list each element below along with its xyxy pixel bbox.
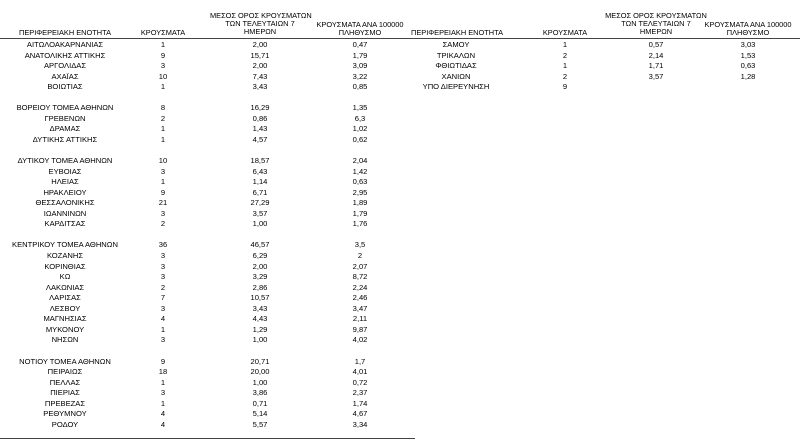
table-row	[0, 198, 415, 209]
cell-cases: 18	[158, 367, 168, 377]
cell-avg: 0,71	[252, 398, 268, 408]
cell-per: 4,67	[352, 409, 368, 419]
cell-avg: 46,57	[250, 240, 270, 250]
cell-cases: 9	[160, 356, 166, 366]
cell-per: 3,09	[352, 61, 368, 71]
table-row	[0, 304, 415, 315]
cell-per: 3,34	[352, 419, 368, 429]
cell-region: ΘΕΣΣΑΛΟΝΙΚΗΣ	[35, 198, 95, 208]
cell-region: ΑΙΤΩΛΟΑΚΑΡΝΑΝΙΑΣ	[26, 40, 104, 49]
cell-region: ΓΡΕΒΕΝΩΝ	[44, 113, 86, 123]
cell-region: ΣΑΜΟΥ	[442, 40, 470, 49]
table-row	[0, 357, 415, 368]
cell-cases: 4	[160, 314, 166, 324]
cell-cases: 4	[160, 409, 166, 419]
cell-avg: 3,86	[252, 388, 268, 398]
cell-per: 3,22	[352, 71, 368, 81]
cell-per: 6,3	[354, 113, 366, 123]
cell-per: 3,03	[740, 40, 756, 49]
table-row-spacer	[0, 346, 415, 357]
table-row	[0, 272, 415, 283]
cell-avg: 6,71	[252, 187, 268, 197]
cell-cases: 1	[160, 377, 166, 387]
cell-per: 2,11	[352, 314, 368, 324]
cell-per: 0,63	[740, 61, 756, 71]
header-divider	[0, 38, 415, 39]
table-row	[0, 367, 415, 378]
cell-region: ΚΑΡΔΙΤΣΑΣ	[44, 219, 86, 229]
header-cases: ΚΡΟΥΣΜΑΤΑ	[542, 28, 588, 37]
cell-per: 2	[357, 251, 363, 260]
cell-cases: 3	[160, 303, 166, 313]
cell-region: ΛΑΡΙΣΑΣ	[49, 293, 81, 303]
table-row	[0, 325, 415, 336]
cell-cases: 21	[158, 198, 168, 208]
table-row	[0, 167, 415, 178]
cell-per: 8,72	[352, 272, 368, 282]
cell-region: ΤΡΙΚΑΛΩΝ	[436, 50, 476, 60]
cell-per: 2,46	[352, 293, 368, 303]
table-row	[0, 283, 415, 294]
cell-cases: 1	[562, 61, 568, 71]
cell-cases: 4	[160, 419, 166, 429]
cell-region: ΠΡΕΒΕΖΑΣ	[44, 398, 86, 408]
cell-region: ΑΡΓΟΛΙΔΑΣ	[43, 61, 87, 71]
cell-cases: 1	[160, 124, 166, 134]
header-avg-7days: ΜΕΣΟΣ ΟΡΟΣ ΚΡΟΥΣΜΑΤΩΝ ΤΩΝ ΤΕΛΕΥΤΑΙΩΝ 7 ΗΜΕΡΩΝ	[605, 11, 707, 37]
cell-cases: 1	[160, 324, 166, 334]
cell-region: ΑΧΑΪΑΣ	[51, 71, 79, 81]
cell-avg: 6,29	[252, 251, 268, 260]
cell-per: 1,42	[352, 166, 368, 176]
cell-cases: 3	[160, 166, 166, 176]
cell-per: 1,76	[352, 219, 368, 229]
cell-cases: 1	[160, 398, 166, 408]
cell-region: ΜΑΓΝΗΣΙΑΣ	[43, 314, 87, 324]
cell-avg: 1,00	[252, 377, 268, 387]
cell-avg: 1,29	[252, 324, 268, 334]
cell-region: ΧΑΝΙΩΝ	[441, 71, 471, 81]
cell-per: 0,47	[352, 40, 368, 49]
cell-per: 1,35	[352, 103, 368, 113]
table-row	[411, 51, 800, 62]
cell-cases: 2	[160, 113, 166, 123]
cell-per: 1,79	[352, 208, 368, 218]
cell-cases: 10	[158, 156, 168, 166]
cell-per: 2,07	[352, 261, 368, 271]
table-row	[0, 209, 415, 220]
cell-avg: 2,00	[252, 261, 268, 271]
cell-per: 0,63	[352, 177, 368, 187]
cell-avg: 16,29	[250, 103, 270, 113]
table-row	[0, 388, 415, 399]
table-row	[0, 251, 415, 262]
cell-cases: 9	[160, 50, 166, 60]
cell-cases: 2	[562, 50, 568, 60]
table-row	[0, 40, 415, 51]
cell-per: 2,95	[352, 187, 368, 197]
cell-avg: 1,14	[252, 177, 268, 187]
cell-region: ΑΝΑΤΟΛΙΚΗΣ ΑΤΤΙΚΗΣ	[24, 50, 106, 60]
cell-cases: 1	[160, 40, 166, 49]
cell-cases: 3	[160, 251, 166, 260]
table-row	[0, 61, 415, 72]
cell-avg: 1,00	[252, 335, 268, 345]
cell-avg: 10,57	[250, 293, 270, 303]
cell-cases: 3	[160, 335, 166, 345]
table-row	[411, 82, 800, 93]
cell-avg: 5,57	[252, 419, 268, 429]
table-row	[0, 177, 415, 188]
cell-cases: 2	[160, 282, 166, 292]
cell-avg: 20,00	[250, 367, 270, 377]
cell-per: 1,28	[740, 71, 756, 81]
cell-region: ΒΟΙΩΤΙΑΣ	[47, 82, 83, 92]
cell-per: 3,5	[354, 240, 366, 250]
cell-avg: 0,86	[252, 113, 268, 123]
cell-cases: 2	[160, 219, 166, 229]
cell-avg: 2,86	[252, 282, 268, 292]
cell-cases: 3	[160, 208, 166, 218]
table-row	[0, 114, 415, 125]
cell-per: 0,62	[352, 134, 368, 144]
cell-region: ΔΥΤΙΚΗΣ ΑΤΤΙΚΗΣ	[32, 134, 98, 144]
cell-per: 4,02	[352, 335, 368, 345]
cell-cases: 3	[160, 272, 166, 282]
cell-per: 0,72	[352, 377, 368, 387]
cell-region: ΗΛΕΙΑΣ	[51, 177, 79, 187]
cell-avg: 2,00	[252, 40, 268, 49]
cell-cases: 8	[160, 103, 166, 113]
cell-avg: 1,00	[252, 219, 268, 229]
cell-region: ΛΑΚΩΝΙΑΣ	[45, 282, 85, 292]
header-avg-7days: ΜΕΣΟΣ ΟΡΟΣ ΚΡΟΥΣΜΑΤΩΝ ΤΩΝ ΤΕΛΕΥΤΑΙΩΝ 7 ΗΜΕΡΩΝ	[210, 11, 312, 37]
header-region: ΠΕΡΙΦΕΡΕΙΑΚΗ ΕΝΟΤΗΤΑ	[411, 28, 503, 37]
cell-region: ΚΩ	[59, 272, 71, 282]
table-row	[0, 135, 415, 146]
cell-avg: 1,71	[648, 61, 664, 71]
cell-avg: 4,57	[252, 134, 268, 144]
header-per-100k: ΚΡΟΥΣΜΑΤΑ ΑΝΑ 100000 ΠΛΗΘΥΣΜΟ	[316, 20, 404, 38]
header-per-100k: ΚΡΟΥΣΜΑΤΑ ΑΝΑ 100000 ΠΛΗΘΥΣΜΟ	[704, 20, 792, 38]
bottom-divider	[0, 438, 415, 439]
right-table	[411, 0, 800, 442]
cell-avg: 3,29	[252, 272, 268, 282]
cell-cases: 3	[160, 388, 166, 398]
table-row	[411, 61, 800, 72]
table-row	[0, 335, 415, 346]
cell-avg: 3,43	[252, 82, 268, 92]
cell-avg: 7,43	[252, 71, 268, 81]
cell-region: ΚΟΖΑΝΗΣ	[46, 251, 84, 260]
cell-avg: 20,71	[250, 356, 270, 366]
cell-cases: 36	[158, 240, 168, 250]
cell-region: ΚΕΝΤΡΙΚΟΥ ΤΟΜΕΑ ΑΘΗΝΩΝ	[12, 240, 118, 250]
cell-per: 1,74	[352, 398, 368, 408]
table-row-spacer	[0, 230, 415, 241]
cell-avg: 2,14	[648, 50, 664, 60]
cell-region: ΛΕΣΒΟΥ	[49, 303, 81, 313]
header-cases: ΚΡΟΥΣΜΑΤΑ	[140, 28, 186, 37]
cell-region: ΠΕΛΛΑΣ	[49, 377, 81, 387]
cell-region: ΠΕΙΡΑΙΩΣ	[47, 367, 83, 377]
table-row-spacer	[0, 93, 415, 104]
cell-per: 1,89	[352, 198, 368, 208]
cell-region: ΒΟΡΕΙΟΥ ΤΟΜΕΑ ΑΘΗΝΩΝ	[16, 103, 114, 113]
cell-per: 0,85	[352, 82, 368, 92]
cell-per: 2,37	[352, 388, 368, 398]
header-region: ΠΕΡΙΦΕΡΕΙΑΚΗ ΕΝΟΤΗΤΑ	[19, 28, 111, 37]
cell-region: ΡΕΘΥΜΝΟΥ	[43, 409, 87, 419]
cell-per: 1,02	[352, 124, 368, 134]
cell-cases: 1	[160, 177, 166, 187]
cell-cases: 1	[562, 40, 568, 49]
cell-avg: 1,43	[252, 124, 268, 134]
table-row	[0, 378, 415, 389]
cell-avg: 3,57	[648, 71, 664, 81]
table-row	[0, 262, 415, 273]
cell-per: 1,7	[354, 356, 366, 366]
cell-region: ΠΙΕΡΙΑΣ	[50, 388, 80, 398]
cell-region: ΗΡΑΚΛΕΙΟΥ	[43, 187, 87, 197]
table-row	[0, 51, 415, 62]
cell-region: ΔΥΤΙΚΟΥ ΤΟΜΕΑ ΑΘΗΝΩΝ	[17, 156, 113, 166]
table-row-spacer	[0, 146, 415, 157]
cell-cases: 7	[160, 293, 166, 303]
cell-region: ΝΗΣΩΝ	[51, 335, 79, 345]
table-row	[0, 82, 415, 93]
table-row	[0, 219, 415, 230]
header-divider	[411, 38, 800, 39]
cell-cases: 3	[160, 261, 166, 271]
cell-per: 2,24	[352, 282, 368, 292]
table-row	[411, 72, 800, 83]
cell-avg: 15,71	[250, 50, 270, 60]
cell-avg: 4,43	[252, 314, 268, 324]
table-row	[0, 399, 415, 410]
cell-avg: 27,29	[250, 198, 270, 208]
cell-avg: 6,43	[252, 166, 268, 176]
cell-cases: 10	[158, 71, 168, 81]
cell-region: ΦΘΙΩΤΙΔΑΣ	[435, 61, 477, 71]
cell-region: ΙΩΑΝΝΙΝΩΝ	[43, 208, 87, 218]
table-row	[0, 293, 415, 304]
cell-per: 4,01	[352, 367, 368, 377]
table-row	[0, 103, 415, 114]
table-row	[0, 124, 415, 135]
cell-cases: 1	[160, 82, 166, 92]
cell-avg: 18,57	[250, 156, 270, 166]
cell-region: ΕΥΒΟΙΑΣ	[48, 166, 82, 176]
cell-per: 2,04	[352, 156, 368, 166]
cell-avg: 5,14	[252, 409, 268, 419]
cell-region: ΜΥΚΟΝΟΥ	[45, 324, 85, 334]
cell-per: 3,47	[352, 303, 368, 313]
table-row	[0, 188, 415, 199]
table-row	[0, 240, 415, 251]
cell-per: 1,79	[352, 50, 368, 60]
table-row	[0, 420, 415, 431]
cell-cases: 1	[160, 134, 166, 144]
table-row	[0, 409, 415, 420]
cell-avg: 2,00	[252, 61, 268, 71]
cell-avg: 3,43	[252, 303, 268, 313]
cell-region: ΚΟΡΙΝΘΙΑΣ	[44, 261, 86, 271]
cell-region: ΔΡΑΜΑΣ	[49, 124, 81, 134]
cell-cases: 9	[160, 187, 166, 197]
table-row	[411, 40, 800, 51]
cell-cases: 9	[562, 82, 568, 92]
table-row	[0, 314, 415, 325]
table-row	[0, 72, 415, 83]
cell-per: 9,87	[352, 324, 368, 334]
table-row	[0, 156, 415, 167]
cell-cases: 2	[562, 71, 568, 81]
cell-avg: 3,57	[252, 208, 268, 218]
cell-per: 1,53	[740, 50, 756, 60]
cell-region: ΥΠΟ ΔΙΕΡΕΥΝΗΣΗ	[422, 82, 490, 92]
cell-cases: 3	[160, 61, 166, 71]
cell-region: ΡΟΔΟΥ	[51, 419, 79, 429]
cell-avg: 0,57	[648, 40, 664, 49]
cell-region: ΝΟΤΙΟΥ ΤΟΜΕΑ ΑΘΗΝΩΝ	[19, 356, 111, 366]
